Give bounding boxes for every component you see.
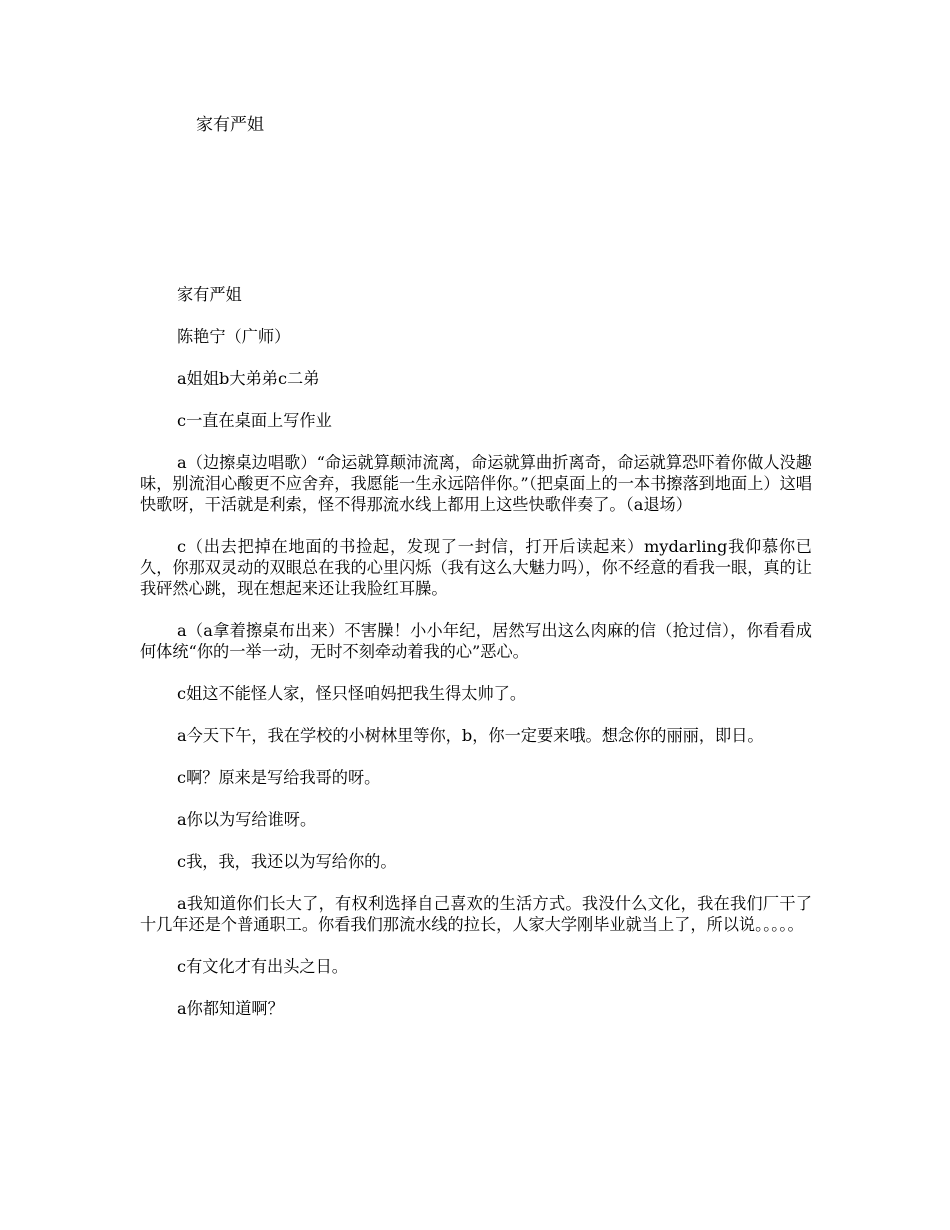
paragraph: c有文化才有出头之日。	[177, 957, 348, 976]
paragraph: c啊？原来是写给我哥的呀。	[177, 768, 381, 787]
paragraph: a你都知道啊？	[177, 999, 284, 1018]
paragraph: a（边擦桌边唱歌）“命运就算颠沛流离，命运就算曲折离奇，命运就算恐吓着你做人没趣味，别流泪心酸更不应舍弃，我愿能一生永远陪伴你。”（把桌面上的一本书擦落到地面上）这唱快歌呀，干活就是利索，怪不得那流水线上都用上这些快歌伴奏了。（a退场）	[140, 453, 812, 514]
paragraph: a你以为写给谁呀。	[177, 810, 317, 829]
paragraph: c一直在桌面上写作业	[177, 411, 332, 430]
paragraph-cast: a姐姐b大弟弟c二弟	[177, 369, 320, 388]
paragraph: c（出去把掉在地面的书捡起，发现了一封信，打开后读起来）mydarling我仰慕你已久，你那双灵动的双眼总在我的心里闪烁（我有这么大魅力吗），你不经意的看我一眼，真的让我砰然心跳，现在想起来还让我脸红耳臊。	[140, 537, 812, 598]
paragraph: c我，我，我还以为写给你的。	[177, 852, 397, 871]
paragraph: c姐这不能怪人家，怪只怪咱妈把我生得太帅了。	[177, 684, 527, 703]
paragraph-author: 陈艳宁（广师）	[177, 327, 291, 346]
document-body	[140, 284, 812, 1040]
paragraph: a（a拿着擦桌布出来）不害臊！小小年纪，居然写出这么肉麻的信（抢过信），你看看成何体统“你的一举一动，无时不刻牵动着我的心”恶心。	[140, 621, 812, 661]
paragraph-title: 家有严姐	[177, 285, 242, 304]
paragraph: a今天下午，我在学校的小树林里等你，b，你一定要来哦。想念你的丽丽，即日。	[177, 726, 764, 745]
header-title: 家有严姐	[196, 115, 264, 135]
paragraph: a我知道你们长大了，有权利选择自己喜欢的生活方式。我没什么文化，我在我们厂干了十几年还是个普通职工。你看我们那流水线的拉长，人家大学刚毕业就当上了，所以说。。。。。	[140, 894, 812, 934]
